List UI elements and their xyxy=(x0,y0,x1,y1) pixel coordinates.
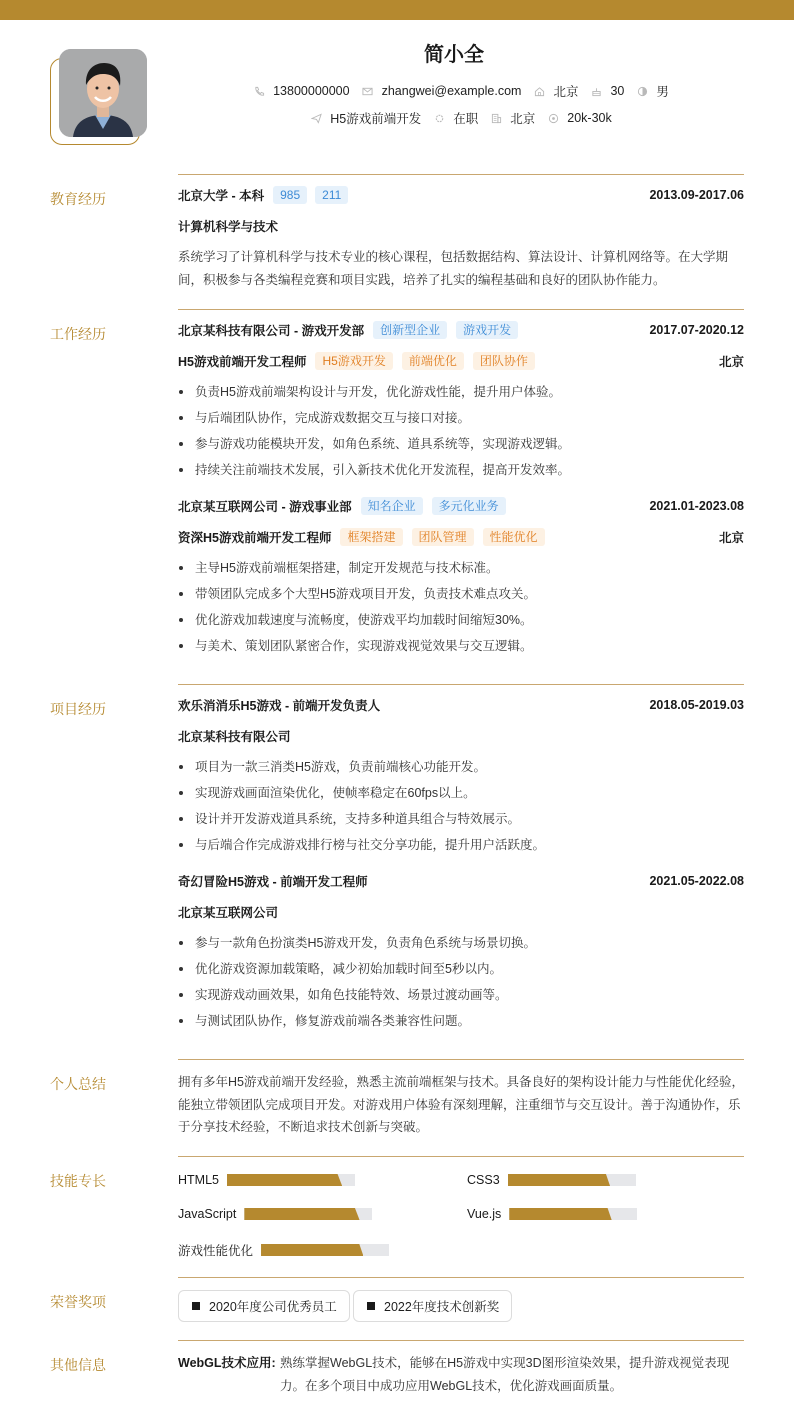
square-bullet-icon xyxy=(192,1302,200,1310)
job-intent-row xyxy=(178,109,744,127)
project-company: 北京某科技有限公司 xyxy=(178,730,291,744)
skill-bar-fill xyxy=(509,1208,611,1220)
education-header-row xyxy=(178,186,744,204)
cake-icon xyxy=(590,85,602,97)
status-item xyxy=(433,109,478,127)
list-item: 持续关注前端技术发展，引入新技术优化开发流程，提高开发效率。 xyxy=(178,457,744,483)
projects-divider xyxy=(178,684,744,685)
candidate-name: 简小全 xyxy=(424,44,484,66)
building-icon xyxy=(490,112,502,124)
role-name: 资深H5游戏前端开发工程师 xyxy=(178,531,332,545)
list-item: 负责H5游戏前端架构设计与开发，优化游戏性能，提升用户体验。 xyxy=(178,379,744,405)
role-tag: 团队管理 xyxy=(412,528,474,546)
list-item: 主导H5游戏前端框架搭建，制定开发规范与技术标准。 xyxy=(178,555,744,581)
gender-item xyxy=(636,82,669,100)
work-role-row xyxy=(178,528,744,546)
contact-row xyxy=(178,82,744,100)
project-company: 北京某互联网公司 xyxy=(178,906,279,920)
section-label-education: 教育经历 xyxy=(50,191,106,207)
gender-text: 男 xyxy=(656,85,669,99)
project-title-row xyxy=(178,696,744,714)
role-tag: H5游戏开发 xyxy=(315,352,392,370)
list-item: 项目为一款三消类H5游戏，负责前端核心功能开发。 xyxy=(178,754,744,780)
skill-bar xyxy=(227,1174,355,1186)
award-badge xyxy=(353,1290,512,1322)
top-accent-bar xyxy=(0,0,794,20)
age-item xyxy=(590,84,624,98)
list-item: 带领团队完成多个大型H5游戏项目开发，负责技术难点攻关。 xyxy=(178,581,744,607)
skill-name: HTML5 xyxy=(178,1173,219,1187)
work-role-row xyxy=(178,352,744,370)
award-text: 2022年度技术创新奖 xyxy=(384,1300,500,1314)
work-bullets xyxy=(178,555,744,659)
other-item-label: WebGL技术应用: xyxy=(178,1356,276,1370)
project-title: 欢乐消消乐H5游戏 - 前端开发负责人 xyxy=(178,699,381,713)
phone-item xyxy=(253,84,349,98)
role-tag: 团队协作 xyxy=(473,352,535,370)
company-tag: 知名企业 xyxy=(361,497,423,515)
skill-name: 游戏性能优化 xyxy=(178,1244,254,1258)
summary-text: 拥有多年H5游戏前端开发经验，熟悉主流前端框架与技术。具备良好的架构设计能力与性能优化经验，能独立带领团队完成项目开发。对游戏用户体验有深刻理解，注重细节与交互设计。善于沟通协作，乐于分享技术经验，不断追求技术创新与突破。 xyxy=(178,1075,744,1134)
skill-item-html5 xyxy=(178,1173,355,1187)
target-city-item xyxy=(490,109,535,127)
school-name: 北京大学 - 本科 xyxy=(178,189,265,203)
list-item: 优化游戏资源加载策略，减少初始加载时间至5秒以内。 xyxy=(178,956,744,982)
list-item: 优化游戏加载速度与流畅度，使游戏平均加载时间缩短30%。 xyxy=(178,607,744,633)
work-location: 北京 xyxy=(718,355,744,369)
home-icon xyxy=(533,85,545,97)
skill-bar-fill xyxy=(508,1174,610,1186)
major-row xyxy=(178,217,744,235)
list-item: 与测试团队协作，修复游戏前端各类兼容性问题。 xyxy=(178,1008,744,1034)
role-tag: 性能优化 xyxy=(483,528,545,546)
awards-divider xyxy=(178,1277,744,1278)
send-icon xyxy=(310,112,322,124)
major-name: 计算机科学与技术 xyxy=(178,220,279,234)
list-item: 设计并开发游戏道具系统，支持多种道具组合与特效展示。 xyxy=(178,806,744,832)
skill-item-vuejs xyxy=(467,1207,637,1221)
role-tag: 框架搭建 xyxy=(340,528,402,546)
role-name: H5游戏前端开发工程师 xyxy=(178,355,307,369)
skill-bar xyxy=(508,1174,636,1186)
project-date: 2018.05-2019.03 xyxy=(649,698,744,712)
email-item xyxy=(362,84,522,98)
position-item xyxy=(310,109,421,127)
work-location: 北京 xyxy=(718,531,744,545)
mail-icon xyxy=(362,85,374,97)
project-company-row xyxy=(178,903,744,921)
skills-divider xyxy=(178,1156,744,1157)
salary-icon xyxy=(547,112,559,124)
award-text: 2020年度公司优秀员工 xyxy=(209,1300,337,1314)
skill-bar xyxy=(261,1244,389,1256)
work-divider xyxy=(178,309,744,310)
education-divider xyxy=(178,174,744,175)
square-bullet-icon xyxy=(367,1302,375,1310)
project-company-row xyxy=(178,727,744,745)
city-item xyxy=(533,82,578,100)
list-item: 与后端合作完成游戏排行榜与社交分享功能，提升用户活跃度。 xyxy=(178,832,744,858)
section-label-awards: 荣誉奖项 xyxy=(50,1294,106,1310)
work-company-row xyxy=(178,321,744,339)
award-badge xyxy=(178,1290,350,1322)
skill-name: Vue.js xyxy=(467,1207,502,1221)
email-text: zhangwei@example.com xyxy=(381,84,522,98)
skill-name: CSS3 xyxy=(467,1173,500,1187)
status-icon xyxy=(433,112,445,124)
salary-text: 20k-30k xyxy=(567,111,612,125)
section-label-skills: 技能专长 xyxy=(50,1173,106,1189)
other-item-text: 熟练掌握WebGL技术，能够在H5游戏中实现3D图形渲染效果，提升游戏视觉表现力。在多个项目中成功应用WebGL技术，优化游戏画面质量。 xyxy=(280,1356,730,1393)
skill-name: JavaScript xyxy=(178,1207,237,1221)
project-title-row xyxy=(178,872,744,890)
skill-bar xyxy=(244,1208,372,1220)
work-company-row xyxy=(178,497,744,515)
other-divider xyxy=(178,1340,744,1341)
project-bullets xyxy=(178,754,744,858)
section-label-other: 其他信息 xyxy=(50,1357,106,1373)
company-tag: 多元化业务 xyxy=(432,497,506,515)
skill-bar-fill xyxy=(244,1208,359,1220)
project-title: 奇幻冒险H5游戏 - 前端开发工程师 xyxy=(178,875,368,889)
project-bullets xyxy=(178,930,744,1034)
skill-bar-fill xyxy=(261,1244,363,1256)
project-date: 2021.05-2022.08 xyxy=(649,874,744,888)
phone-text: 13800000000 xyxy=(273,84,350,98)
section-label-work: 工作经历 xyxy=(50,326,106,342)
city-text: 北京 xyxy=(553,85,579,99)
skill-item-css3 xyxy=(467,1173,636,1187)
status-text: 在职 xyxy=(453,112,479,126)
education-description: 系统学习了计算机科学与技术专业的核心课程，包括数据结构、算法设计、计算机网络等。在大学期间，积极参与各类编程竞赛和项目实践，培养了扎实的编程基础和良好的团队协作能力。 xyxy=(178,250,729,287)
list-item: 实现游戏画面渲染优化，使帧率稳定在60fps以上。 xyxy=(178,780,744,806)
list-item: 参与游戏功能模块开发，如角色系统、道具系统等，实现游戏逻辑。 xyxy=(178,431,744,457)
company-tag: 游戏开发 xyxy=(456,321,518,339)
phone-icon xyxy=(253,85,265,97)
list-item: 与美术、策划团队紧密合作，实现游戏视觉效果与交互逻辑。 xyxy=(178,633,744,659)
company-tag: 创新型企业 xyxy=(373,321,447,339)
summary-divider xyxy=(178,1059,744,1060)
company-name: 北京某互联网公司 - 游戏事业部 xyxy=(178,500,352,514)
skill-bar xyxy=(509,1208,637,1220)
target-city-text: 北京 xyxy=(510,112,536,126)
school-tag: 211 xyxy=(315,186,348,204)
list-item: 实现游戏动画效果，如角色技能特效、场景过渡动画等。 xyxy=(178,982,744,1008)
section-label-projects: 项目经历 xyxy=(50,701,106,717)
education-date: 2013.09-2017.06 xyxy=(649,188,744,202)
gender-icon xyxy=(636,85,648,97)
company-name: 北京某科技有限公司 - 游戏开发部 xyxy=(178,324,365,338)
list-item: 与后端团队协作，完成游戏数据交互与接口对接。 xyxy=(178,405,744,431)
salary-item xyxy=(547,111,611,125)
school-tag: 985 xyxy=(273,186,307,204)
work-date: 2021.01-2023.08 xyxy=(649,499,744,513)
list-item: 参与一款角色扮演类H5游戏开发，负责角色系统与场景切换。 xyxy=(178,930,744,956)
skill-item-game-perf xyxy=(178,1241,389,1259)
position-text: H5游戏前端开发 xyxy=(330,112,422,126)
work-bullets xyxy=(178,379,744,483)
section-label-summary: 个人总结 xyxy=(50,1076,106,1092)
skill-bar-fill xyxy=(227,1174,342,1186)
work-date: 2017.07-2020.12 xyxy=(649,323,744,337)
role-tag: 前端优化 xyxy=(402,352,464,370)
age-text: 30 xyxy=(610,84,625,98)
skill-item-javascript xyxy=(178,1207,372,1221)
